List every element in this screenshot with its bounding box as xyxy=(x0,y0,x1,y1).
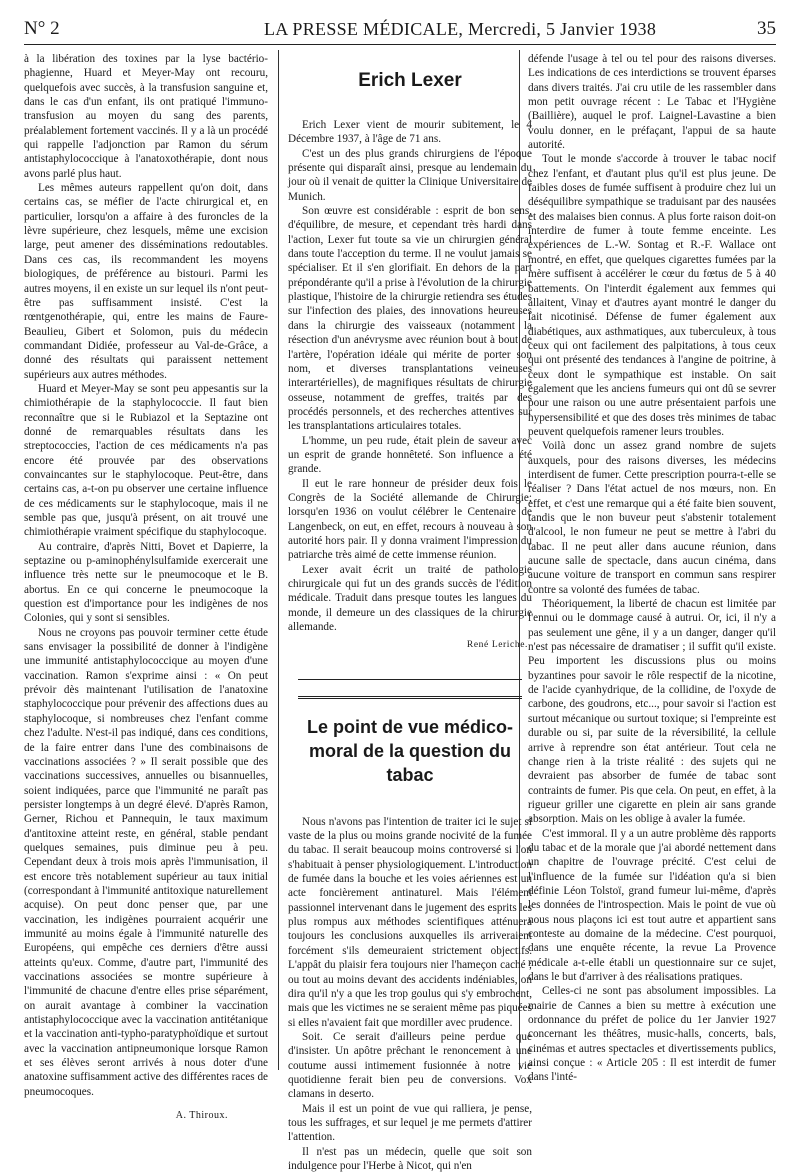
paragraph: défende l'usage à tel ou tel pour des raisons diverses. Les indications de ces interdictions se trouvent éparses dans divers traités. J'ai cru utile de les rassembler dans mon petit ouvrage récent : Le Tabac et l'Hygiène (Baillière), auquel le prof. Laignel-Lavastine a bien voulu donner, en le préfaçant, l'appui de sa haute autorité. xyxy=(528,53,776,152)
paragraph: Huard et Meyer-May se sont peu appesantis sur la chimiothérapie de la staphylococcie. Il faut bien reconnaître que si le Rubiazol et la Septazine ont donné de remarquables résultats dans les streptococcies, l'action de ces médicaments n'a pas encore été prouvée par des observations convaincantes sur le staphylocoque. Peut-être, dans certains cas, a-t-on pu observer une certaine influence de ces médicaments sur le staphylocoque, mais il ne semble pas que, jusqu'à présent, on ait trouvé une chimiothérapie vraiment spécifique du staphylocoque. xyxy=(24,382,268,539)
paragraph: Voilà donc un assez grand nombre de sujets auxquels, pour des raisons diverses, les médecins interdisent de fumer. Cette prescription pourra-t-elle se réaliser ? Dans l'état actuel de nos mœurs, non. En effet, et c'est une remarque qui a été faite bien souvent, tandis que le non buveur peut s'abstenir totalement d'alcool, le non fumeur ne peut se mettre à l'abri du tabac. Il ne peut aller dans aucune réunion, dans aucune salle de spectacle, dans aucun cinéma, dans aucune voiture de transport en commun sans respirer contre sa volonté des fumées de tabac. xyxy=(528,440,776,596)
column-right xyxy=(528,52,776,1085)
column-divider xyxy=(278,50,279,1070)
paragraph: Nous n'avons pas l'intention de traiter ici le sujet si vaste de la plus ou moins grande nocivité de la fumée du tabac. Il serait beaucoup moins controversé si l'on s'habituait à penser physiologiquement. L'introduction de fumée dans la bouche et les voies aériennes est un acte foncièrement antinaturel. Mais l'élément passionnel intervenant dans le jugement des esprits les plus rompus aux méthodes scientifiques atténuera toujours les conclusions auxquelles ils arriveraient forcément s'ils demeuraient strictement objectifs. L'appât du plaisir fera toujours nier l'hameçon caché ; ou tout au moins devant des accidents indéniables, on dira qu'il n'y a que les trop goulus qui s'y embrochent, mais que les victimes ne se seraient même pas piquées si elles n'avaient fait que mordiller avec prudence. xyxy=(288,815,532,1029)
paragraph: à la libération des toxines par la lyse bactério-phagienne, Huard et Meyer-May ont recouru, quelquefois avec succès, à la transfusion sanguine et, dans le cas d'un enfant, ils ont pratiqué l'immuno-transfusion au moyen du sang des parents, préalablement fortement vaccinés. Il y a là un procédé qui rappelle l'adjonction par Ramon du sérum antistaphylococcique à l'anatoxothérapie, dont nous avons parlé plus haut. xyxy=(24,53,268,180)
paragraph: Mais il est un point de vue qui ralliera, je pense, tous les suffrages, et sur lequel je me permets d'attirer l'attention. xyxy=(288,1102,532,1144)
paragraph: Au contraire, d'après Nitti, Bovet et Dapierre, la septazine ou p-aminophénylsulfamide exercerait une influence très nette sur le pneumocoque et le B. abortus. En ce qui concerne le pneumocoque la question est d'importance pour les indigènes de nos Colonies, qui y sont si sensibles. xyxy=(24,540,268,625)
paragraph: Celles-ci ne sont pas absolument impossibles. La mairie de Cannes a bien su mettre à exécution une ordonnance du préfet de police du 1er Janvier 1927 concernant les théâtres, music-halls, concerts, bals, cinémas et autres spectacles et divertissements publics, ainsi conçue : « Article 205 : Il est interdit de fumer dans l'inté- xyxy=(528,985,776,1084)
paragraph: C'est immoral. Il y a un autre problème dès rapports du tabac et de la morale que j'ai abordé nettement dans un chapitre de l'ouvrage précité. C'est celui de l'influence de la fumée sur l'idéation qu'a si bien définie Léon Tolstoï, grand fumeur lui-même, d'après les données de l'introspection. Mais le point de vue où nous nous plaçons ici est tout autre et appartient sans conteste au domaine de la médecine. C'est pourquoi, dans une enquête récente, la revue La Provence médicale a-t-elle établi un questionnaire sur ce sujet, dans le but d'arriver à des réalisations pratiques. xyxy=(528,827,776,983)
section-divider xyxy=(298,696,522,699)
article-heading: Le point de vue médico-moral de la question du tabac xyxy=(306,716,514,785)
page-number: 35 xyxy=(757,18,776,39)
paragraph: Erich Lexer vient de mourir subitement, le 4 Décembre 1937, à l'âge de 71 ans. xyxy=(288,119,532,146)
paragraph: Tout le monde s'accorde à trouver le tabac nocif chez l'enfant, et d'autant plus qu'il est plus jeune. De faibles doses de fumée suffisent à produire chez lui un déséquilibre sympathique se traduisant par des nausées et des malaises bien connus. A plus forte raison doit-on interdire de fumer à toute femme enceinte. Les expériences de L.-W. Sontag et R.-F. Wallace ont montré, en effet, que quelques cigarettes fumées par la mère suffisent à accélérer le cœur du fœtus de 5 à 40 battements. On l'interdit également aux femmes qui allaitent, Vinay et d'autres ayant montré le danger du lait nicotinisé. Défense de fumer également aux diabétiques, aux asthmatiques, aux tuberculeux, à tous ceux qui ont facilement des palpitations, à tous ceux qui ont présenté des tendances à l'angine de poitrine, à ceux dont le sympathique est instable. On sait également que les anciens fumeurs qui ont dû se sevrer pour une raison ou une autre présentaient parfois une hypersensibilité et que des doses très minimes de tabac peuvent quelquefois ramener leurs troubles. xyxy=(528,153,776,438)
author-signature: A. Thiroux. xyxy=(175,1110,228,1122)
paragraph: Les mêmes auteurs rappellent qu'on doit, dans certains cas, se méfier de l'acte chirurgical et, en particulier, lorsqu'on a affaire à des furoncles de la lèvre supérieure, chez lesquels, même une excision large, peut amener des disséminations redoutables. Dans ces cas, ils recommandent les moyens biologiques, de préférence au bistouri. Parmi les autres moyens, il en existe un sur lequel ils n'ont peut-être pas suffisamment insisté. C'est la rœntgenothérapie, qui, entre les mains de Faure-Beaulieu, Gibert et Solomon, puis du médecin commandant Didiée, professeur au Val-de-Grâce, a donné des résultats qui paraissent nettement supérieurs aux autres méthodes. xyxy=(24,182,268,381)
paragraph: Il eut le rare honneur de présider deux fois le Congrès de la Société allemande de Chirurgie; lorsqu'en 1936 on voulut célébrer le Centenaire de Langenbeck, on eut, en effet, recours à nouveau à son autorité hors pair. Il y donna vraiment l'impression du patriarche très aimé de cette immense réunion. xyxy=(288,477,532,562)
column-left xyxy=(24,52,268,1123)
paragraph: Nous ne croyons pas pouvoir terminer cette étude sans envisager la possibilité de donner à l'indigène une immunité antistaphylococcique au moyen d'une vaccination. Ramon s'exprime ainsi : « On peut prévoir dès maintenant l'utilisation de l'anatoxine staphylococcique pour prévenir des affections dues au staphylocoque, si nombreuses chez l'enfant comme chez l'adulte. N'est-il pas indiqué, dans ces conditions, de la faire entrer dans l'une des combinaisons de vaccinations associées ? » Il serait possible que des vaccinations successives, annuelles ou bisannuelles, soient indiquées, parce que l'immunité ne paraît pas persister longtemps à un degré élevé. D'après Ramon, Gerner, Richou et Pannequin, le taux maximum d'antitoxine atteint reste, en général, stable pendant quelques semaines, puis diminue peu à peu. Cependant deux à trois mois après l'immunisation, il est encore très notablement supérieur au taux initial (correspondant à l'immunité antitoxique naturellement acquise). On peut donc penser que, par une vaccination, les indigènes pourraient acquérir une immunité au moins égale à l'immunité naturelle des Européens, qui empêche ces derniers d'être aussi atteints qu'eux. Comme, d'autre part, l'immunité des vaccinations associées se montre supérieure à l'immunité de chacune d'entre elles prise séparément, on aurait avantage à combiner la vaccination antistaphylococcique avec la vaccination antitétanique et la vaccination anti-typho-paratyphoïdique et surtout avec la vaccination antipneumonique lorsque Ramon et ses élèves seront arrivés à nous doter d'une anatoxine suffisamment active des différentes races de pneumocoques. xyxy=(24,626,268,1098)
author-signature: René Leriche. xyxy=(466,640,528,651)
paragraph: Soit. Ce serait d'ailleurs peine perdue que d'insister. Un apôtre prêchant le renoncement à une coutume aussi intimement fusionnée à notre vie quotidienne ferait bien peu de conversions. Vox clamans in deserto. xyxy=(288,1030,532,1101)
journal-title: LA PRESSE MÉDICALE, Mercredi, 5 Janvier 1938 xyxy=(264,19,657,39)
paragraph: Il n'est pas un médecin, quelle que soit son indulgence pour l'Herbe à Nicot, qui n'en xyxy=(288,1145,532,1172)
paragraph: L'homme, un peu rude, était plein de saveur avec un esprit de grande honnêteté. Son influence a été grande. xyxy=(288,434,532,476)
issue-number: N° 2 xyxy=(24,18,60,39)
column-middle xyxy=(288,52,532,1173)
paragraph: Lexer avait écrit un traité de pathologie chirurgicale qui fut un des grands succès de l'édition médicale. Traduit dans presque toutes les langues du monde, il demeure un des classiques de la chirurgie allemande. xyxy=(288,563,532,634)
section-divider xyxy=(298,679,522,680)
paragraph: Son œuvre est considérable : esprit de bon sens, d'équilibre, de mesure, et cependant très hardi dans l'action, Lexer fut toute sa vie un chirurgien général dans toute l'acception du terme. Il ne voulut jamais se spécialiser. Et il s'en glorifiait. En dehors de la part prépondérante qu'il a prise à l'évolution de la chirurgie plastique, l'histoire de la chirurgie retiendra ses études sur l'infection des plaies, des innovations heureuses dans la chirurgie des vaisseaux (notamment la résection d'un anévrysme avec réunion bout à bout de l'artère, l'opération idéale qui mérite de porter son nom, et diverses transplantations veineuses interartérielles), de magnifiques résultats de chirurgie osseuse, notamment de greffes, traités par des procédés personnels, et des recherches attentives sur les transplantations articulaires totales. xyxy=(288,205,532,433)
obituary-heading: Erich Lexer xyxy=(358,70,462,91)
page-header xyxy=(24,14,776,45)
paragraph: Théoriquement, la liberté de chacun est limitée par l'ennui ou le dommage causé à autrui. Or, ici, il n'y a pas seulement une gêne, il y a un danger, danger qu'il n'est pas nécessaire de dramatiser ; il suffit qu'il existe. Peu importent les discussions plus ou moins byzantines pour savoir le rôle respectif de la nicotine, de l'acide cyanhydrique, de la collidine, de l'oxyde de carbone, des goudrons, etc..., pour savoir si l'action est surtout mécanique ou surtout toxique; si l'empreinte est durable ou si, par suite de la réversibilité, la cellule arrive à reprendre son état antérieur. Tout cela ne change rien à la triste réalité : des sujets qui ne devraient pas absorber de fumée de tabac sont contraints de fumer. Pis que cela. On peut, en effet, à la rigueur griller une cigarette en plein air sans grande absorption. Mais on les oblige à avaler la fumée. xyxy=(528,598,776,826)
paragraph: C'est un des plus grands chirurgiens de l'époque présente qui disparaît ainsi, presque au lendemain du jour où il venait de quitter la Clinique Universitaire de Munich. xyxy=(288,147,532,203)
